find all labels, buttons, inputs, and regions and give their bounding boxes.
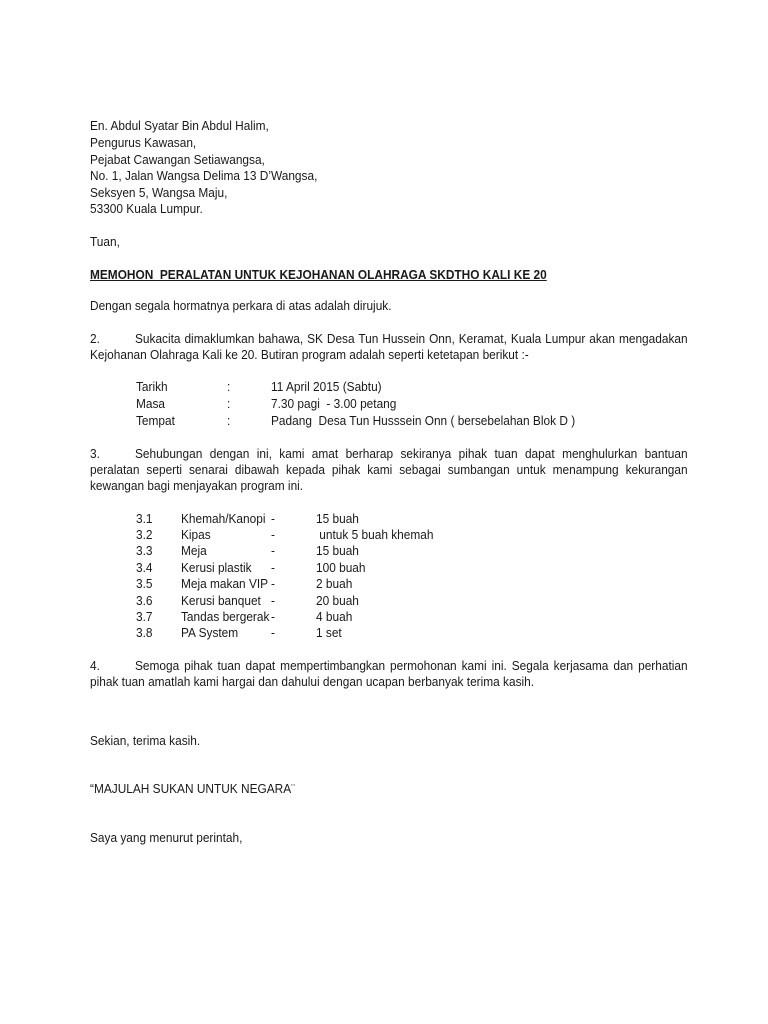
item-number: 3.7 [136,609,153,624]
item-number: 3.4 [136,560,153,575]
item-quantity: 20 buah [316,593,359,608]
list-item [0,543,768,559]
closing-line: Sekian, terima kasih. [90,733,201,748]
recipient-street: No. 1, Jalan Wangsa Delima 13 D’Wangsa, [90,168,318,183]
opening-line: Dengan segala hormatnya perkara di atas adalah dirujuk. [90,298,392,313]
list-item [0,560,768,576]
item-dash: - [271,511,275,526]
detail-separator: : [227,413,231,428]
item-name: Meja makan VIP [181,576,269,591]
item-name: Kipas [181,527,211,542]
list-item [0,625,768,641]
list-item [0,511,768,527]
item-dash: - [271,593,275,608]
detail-separator: : [227,379,231,394]
item-quantity: 100 buah [316,560,366,575]
item-number: 3.3 [136,543,153,558]
recipient-position: Pengurus Kawasan, [90,135,197,150]
paragraph-2-number: 2. [90,331,100,346]
item-quantity: 15 buah [316,543,359,558]
item-number: 3.2 [136,527,153,542]
paragraph-3-text: Sehubungan dengan ini, kami amat berharap sekiranya pihak tuan dapat menghulurkan bantuan peralatan seperti senarai dibawah kepada pihak kami sebagai sumbangan untuk menampung kekurangan kewangan bagi menjayakan program ini. [90,446,688,493]
detail-row-venue [0,413,768,429]
recipient-name: En. Abdul Syatar Bin Abdul Halim, [90,118,269,133]
item-dash: - [271,576,275,591]
detail-row-time [0,396,768,412]
paragraph-2 [90,331,688,363]
item-name: PA System [181,625,239,640]
detail-row-date [0,379,768,395]
detail-value: 11 April 2015 (Sabtu) [271,379,382,394]
item-dash: - [271,625,275,640]
paragraph-3-number: 3. [90,446,100,461]
item-name: Khemah/Kanopi [181,511,266,526]
recipient-postcode: 53300 Kuala Lumpur. [90,201,203,216]
item-dash: - [271,543,275,558]
detail-separator: : [227,396,231,411]
item-quantity: 2 buah [316,576,353,591]
detail-label: Masa [136,396,166,411]
item-quantity: 15 buah [316,511,359,526]
paragraph-3 [90,446,688,494]
item-quantity: 1 set [316,625,342,640]
paragraph-4-text: Semoga pihak tuan dapat mempertimbangkan permohonan kami ini. Segala kerjasama dan perhatian pihak tuan amatlah kami hargai dan dahului dengan ucapan berbanyak terima kasih. [90,658,688,689]
item-number: 3.8 [136,625,153,640]
salutation: Tuan, [90,234,120,249]
detail-label: Tarikh [136,379,168,394]
item-quantity: 4 buah [316,609,353,624]
list-item [0,593,768,609]
list-item [0,609,768,625]
item-dash: - [271,527,275,542]
recipient-office: Pejabat Cawangan Setiawangsa, [90,152,265,167]
item-name: Kerusi plastik [181,560,252,575]
recipient-section: Seksyen 5, Wangsa Maju, [90,185,228,200]
detail-value: 7.30 pagi - 3.00 petang [271,396,397,411]
item-name: Meja [181,543,207,558]
signoff-line: Saya yang menurut perintah, [90,830,243,845]
letter-subject: MEMOHON PERALATAN UNTUK KEJOHANAN OLAHRAGA SKDTHO KALI KE 20 [90,267,547,282]
item-quantity: untuk 5 buah khemah [316,527,434,542]
motto: “MAJULAH SUKAN UNTUK NEGARA¨ [90,781,296,796]
item-dash: - [271,560,275,575]
item-number: 3.6 [136,593,153,608]
list-item [0,576,768,592]
item-name: Tandas bergerak [181,609,270,624]
item-dash: - [271,609,275,624]
detail-label: Tempat [136,413,175,428]
detail-value: Padang Desa Tun Husssein Onn ( bersebelahan Blok D ) [271,413,576,428]
paragraph-4 [90,658,688,690]
paragraph-2-text: Sukacita dimaklumkan bahawa, SK Desa Tun Hussein Onn, Keramat, Kuala Lumpur akan mengadakan Kejohanan Olahraga Kali ke 20. Butiran program adalah seperti ketetapan berikut :- [90,331,688,362]
list-item [0,527,768,543]
item-number: 3.1 [136,511,153,526]
paragraph-4-number: 4. [90,658,100,673]
item-name: Kerusi banquet [181,593,261,608]
item-number: 3.5 [136,576,153,591]
